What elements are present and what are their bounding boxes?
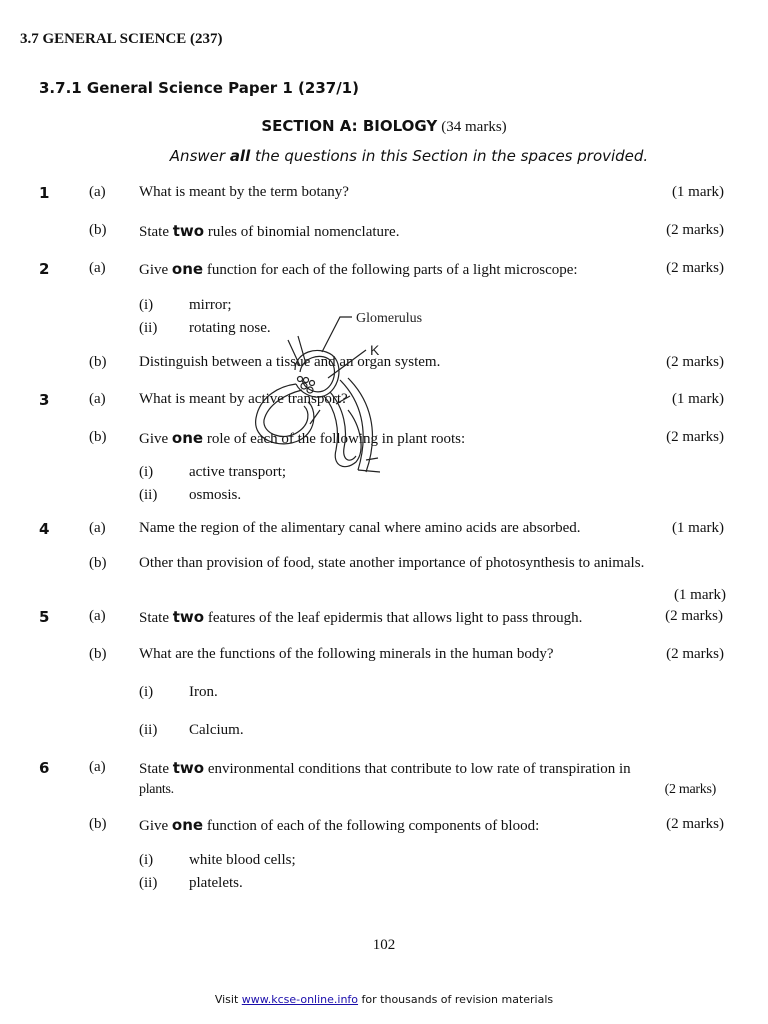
marks-label: (2 marks) [665, 608, 723, 624]
question-text: State two features of the leaf epidermis that allows light to pass through. [139, 608, 583, 626]
nephron-diagram [240, 300, 440, 485]
subpart-text: active transport; [189, 464, 287, 480]
marks-label: (2 marks) [666, 354, 724, 370]
subpart-label: (i) [139, 852, 154, 868]
page-number: 102 [372, 937, 396, 953]
emphasis-word: one [171, 429, 204, 447]
part-label: (a) [89, 391, 106, 407]
subpart-text: platelets. [189, 875, 243, 891]
subpart-text: white blood cells; [189, 852, 296, 868]
part-label: (b) [89, 222, 107, 238]
marks-label: (2 marks) [666, 260, 724, 276]
marks-label: (2 marks) [664, 782, 716, 797]
footer-post: for thousands of revision materials [361, 993, 554, 1006]
part-label: (b) [89, 555, 107, 571]
emphasis-word: one [171, 260, 204, 278]
question-number: 6 [39, 759, 50, 777]
k-label: K [370, 342, 380, 358]
glomerulus-label: Glomerulus [356, 311, 423, 326]
question-number: 4 [39, 520, 50, 538]
question-text: Give one function for each of the following parts of a light microscope: [139, 260, 578, 278]
part-label: (a) [89, 759, 106, 775]
subpart-text: Iron. [189, 684, 218, 700]
footer-pre: Visit [214, 993, 242, 1006]
subpart-label: (i) [139, 684, 154, 700]
question-number: 1 [39, 184, 50, 202]
subpart-label: (ii) [139, 722, 158, 738]
part-label: (b) [89, 646, 107, 662]
k-leader-line [328, 350, 366, 378]
part-label: (a) [89, 260, 106, 276]
part-label: (b) [89, 429, 107, 445]
part-label: (a) [89, 184, 106, 200]
marks-label: (2 marks) [666, 222, 724, 238]
question-text: What is meant by the term botany? [139, 184, 349, 200]
emphasis-word: two [172, 608, 205, 626]
marks-label: (1 mark) [671, 520, 724, 536]
question-text: Give one role of each of the following in plant roots: [139, 429, 466, 447]
subpart-label: (i) [139, 464, 154, 480]
subpart-label: (ii) [139, 320, 158, 336]
glomerulus-leader-line [322, 317, 352, 352]
paper-heading: 3.7.1 General Science Paper 1 (237/1) [39, 79, 359, 97]
question-number: 2 [39, 260, 50, 278]
marks-label: (2 marks) [666, 646, 724, 662]
question-text-continued: plants. [139, 782, 174, 797]
subpart-text: rotating nose. [189, 320, 271, 336]
subpart-text: osmosis. [189, 487, 242, 503]
footer [0, 993, 768, 1006]
marks-label: (2 marks) [666, 816, 724, 832]
part-label: (b) [89, 816, 107, 832]
marks-label: (1 mark) [671, 184, 724, 200]
subpart-label: (i) [139, 297, 154, 313]
marks-label: (1 mark) [671, 391, 724, 407]
question-text: What is meant by active transport? [139, 391, 348, 407]
part-label: (b) [89, 354, 107, 370]
chapter-heading: 3.7 GENERAL SCIENCE (237) [20, 31, 223, 47]
question-text: Give one function of each of the following components of blood: [139, 816, 540, 834]
question-text: Distinguish between a tissue and an organ system. [139, 354, 441, 370]
question-number: 3 [39, 391, 50, 409]
subpart-label: (ii) [139, 875, 158, 891]
part-label: (a) [89, 520, 106, 536]
emphasis-word: two [172, 759, 205, 777]
instruction-emphasis: all [229, 147, 251, 165]
marks-label: (2 marks) [666, 429, 724, 445]
question-text: State two environmental conditions that contribute to low rate of transpiration in [139, 759, 631, 777]
subpart-text: Calcium. [189, 722, 244, 738]
part-label: (a) [89, 608, 106, 624]
question-text: Other than provision of food, state another importance of photosynthesis to animals. [139, 555, 645, 571]
emphasis-word: one [171, 816, 204, 834]
question-text: State two rules of binomial nomenclature. [139, 222, 400, 240]
question-number: 5 [39, 608, 50, 626]
section-heading [0, 117, 768, 136]
question-text: Name the region of the alimentary canal where amino acids are absorbed. [139, 520, 581, 536]
section-marks: (34 marks) [441, 119, 507, 135]
subpart-text: mirror; [189, 297, 232, 313]
subpart-label: (ii) [139, 487, 158, 503]
section-instructions: Answer all the questions in this Section in the spaces provided. [169, 147, 649, 165]
section-title: SECTION A: BIOLOGY [261, 117, 438, 135]
footer-link[interactable]: www.kcse-online.info [241, 993, 359, 1006]
marks-label: (1 mark) [673, 587, 726, 603]
question-text: What are the functions of the following minerals in the human body? [139, 646, 554, 662]
emphasis-word: two [172, 222, 205, 240]
